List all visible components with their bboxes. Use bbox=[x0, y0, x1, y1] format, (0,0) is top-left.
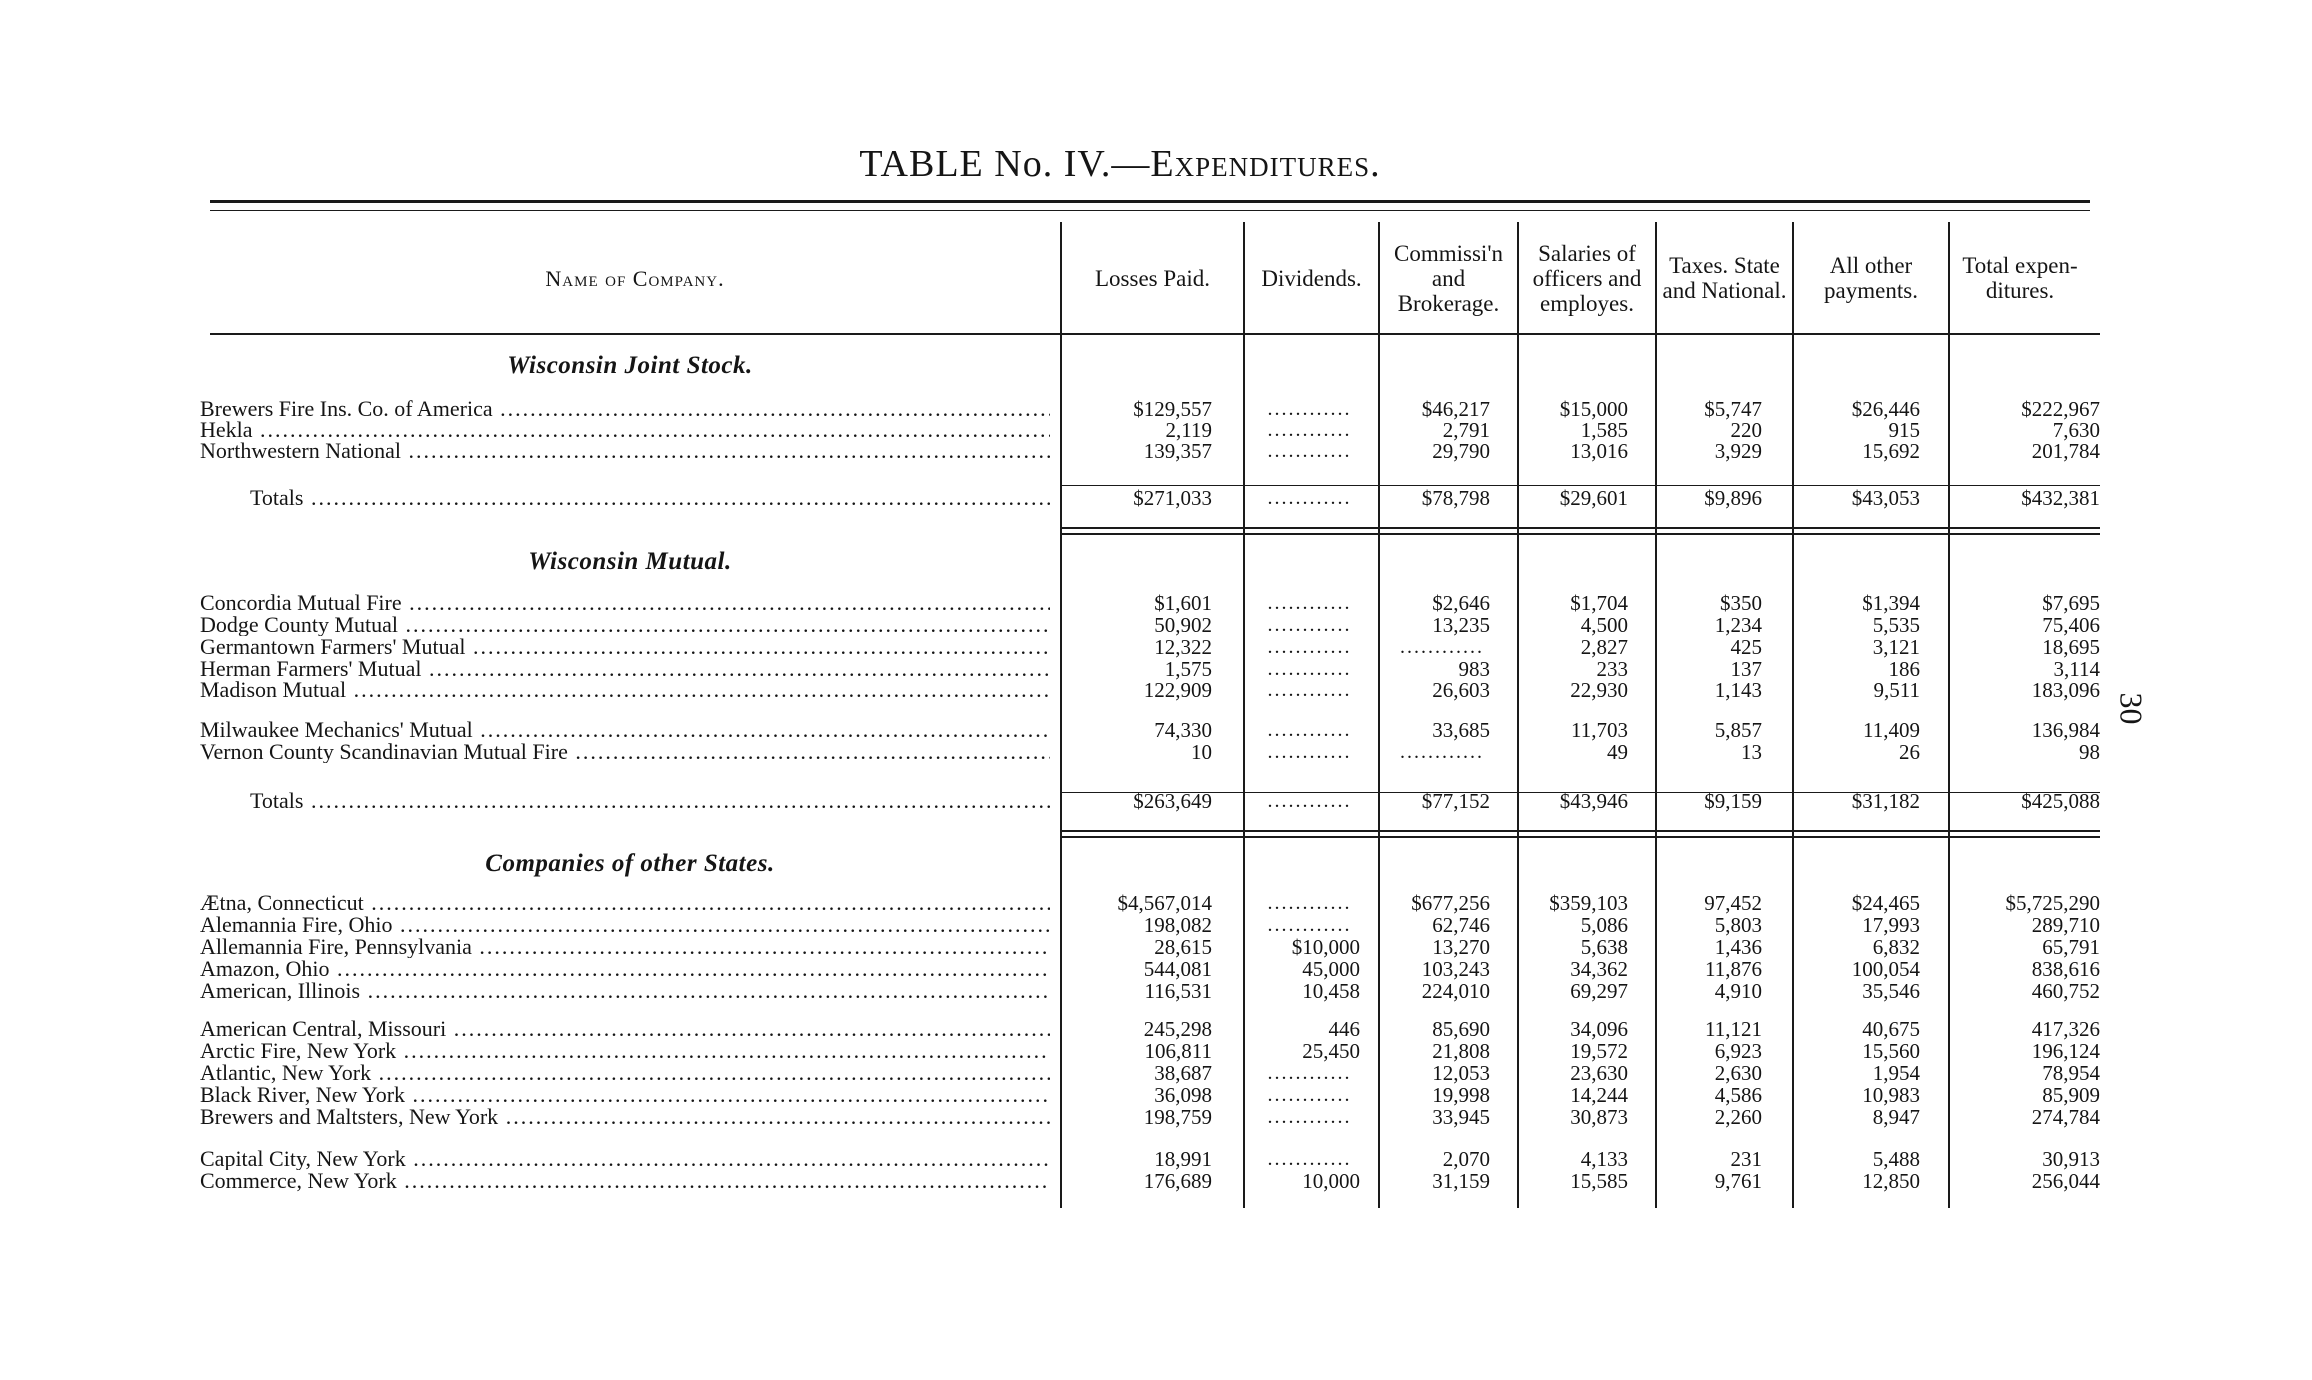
value-cell: 15,692 bbox=[1862, 439, 1920, 463]
company-name: Milwaukee Mechanics' Mutual ..... bbox=[200, 719, 1050, 741]
totals-row bbox=[0, 487, 2240, 509]
empty-cell-leader: ............ bbox=[1267, 1062, 1352, 1084]
value-cell: 15,585 bbox=[1570, 1169, 1628, 1193]
title-rule-thin bbox=[210, 210, 2090, 211]
value-cell: $129,557 bbox=[1133, 397, 1212, 421]
empty-cell-leader: ............ bbox=[1267, 440, 1352, 462]
table-row bbox=[0, 958, 2240, 980]
value-cell: 18,695 bbox=[2042, 635, 2100, 659]
empty-cell-leader: ............ bbox=[1267, 914, 1352, 936]
company-name: Madison Mutual ..... bbox=[200, 679, 1050, 701]
totals-double-rule bbox=[1060, 527, 2100, 529]
value-cell: 11,876 bbox=[1705, 957, 1762, 981]
empty-cell-leader: ............ bbox=[1400, 741, 1484, 763]
value-cell: 915 bbox=[1888, 418, 1920, 442]
value-cell: 1,954 bbox=[1872, 1061, 1920, 1085]
table-row bbox=[0, 1018, 2240, 1040]
company-name: Herman Farmers' Mutual ..... bbox=[200, 658, 1050, 680]
value-cell: $263,649 bbox=[1133, 789, 1212, 813]
value-cell: 98 bbox=[2079, 740, 2100, 764]
value-cell: 29,790 bbox=[1432, 439, 1490, 463]
value-cell: 13,235 bbox=[1432, 613, 1490, 637]
table-row bbox=[0, 614, 2240, 636]
table-row bbox=[0, 1148, 2240, 1170]
value-cell: 289,710 bbox=[2031, 913, 2100, 937]
value-cell: 10,000 bbox=[1302, 1169, 1360, 1193]
value-cell: $43,053 bbox=[1851, 486, 1920, 510]
value-cell: $425,088 bbox=[2021, 789, 2100, 813]
company-name: Concordia Mutual Fire ..... bbox=[200, 592, 1050, 614]
value-cell: 25,450 bbox=[1302, 1039, 1360, 1063]
value-cell: 231 bbox=[1730, 1147, 1762, 1171]
value-cell: 544,081 bbox=[1143, 957, 1212, 981]
value-cell: 4,586 bbox=[1714, 1083, 1762, 1107]
value-cell: $77,152 bbox=[1421, 789, 1490, 813]
company-name: Amazon, Ohio ..... bbox=[200, 958, 1050, 980]
value-cell: $46,217 bbox=[1421, 397, 1490, 421]
table-row bbox=[0, 679, 2240, 701]
value-cell: 28,615 bbox=[1154, 935, 1212, 959]
page-title bbox=[0, 142, 2240, 186]
empty-cell-leader: ............ bbox=[1267, 719, 1352, 741]
value-cell: 34,096 bbox=[1570, 1017, 1628, 1041]
value-cell: 45,000 bbox=[1302, 957, 1360, 981]
header-losses-paid: Losses Paid. bbox=[1095, 265, 1210, 291]
value-cell: 3,114 bbox=[2053, 657, 2100, 681]
company-name: American, Illinois ..... bbox=[200, 980, 1050, 1002]
totals-label: Totals ..... bbox=[250, 487, 1050, 509]
value-cell: 2,827 bbox=[1580, 635, 1628, 659]
value-cell: 136,984 bbox=[2031, 718, 2100, 742]
value-cell: 11,121 bbox=[1705, 1017, 1762, 1041]
value-cell: 5,535 bbox=[1872, 613, 1920, 637]
value-cell: 6,923 bbox=[1714, 1039, 1762, 1063]
value-cell: 97,452 bbox=[1704, 891, 1762, 915]
value-cell: $10,000 bbox=[1291, 935, 1360, 959]
value-cell: 11,409 bbox=[1863, 718, 1920, 742]
totals-row bbox=[0, 790, 2240, 812]
value-cell: 19,998 bbox=[1432, 1083, 1490, 1107]
value-cell: 8,947 bbox=[1872, 1105, 1920, 1129]
value-cell: 85,909 bbox=[2042, 1083, 2100, 1107]
value-cell: $29,601 bbox=[1559, 486, 1628, 510]
value-cell: $9,896 bbox=[1704, 486, 1762, 510]
value-cell: 220 bbox=[1730, 418, 1762, 442]
value-cell: 139,357 bbox=[1143, 439, 1212, 463]
value-cell: 9,511 bbox=[1873, 678, 1920, 702]
empty-cell-leader: ............ bbox=[1267, 1084, 1352, 1106]
value-cell: 5,638 bbox=[1580, 935, 1628, 959]
company-name: Brewers and Maltsters, New York ..... bbox=[200, 1106, 1050, 1128]
value-cell: 69,297 bbox=[1570, 979, 1628, 1003]
table-row bbox=[0, 1106, 2240, 1128]
table-row bbox=[0, 914, 2240, 936]
company-name: Germantown Farmers' Mutual ..... bbox=[200, 636, 1050, 658]
value-cell: 13,016 bbox=[1570, 439, 1628, 463]
empty-cell-leader: ............ bbox=[1267, 636, 1352, 658]
value-cell: 49 bbox=[1607, 740, 1628, 764]
value-cell: 2,791 bbox=[1442, 418, 1490, 442]
value-cell: 4,500 bbox=[1580, 613, 1628, 637]
value-cell: 6,832 bbox=[1872, 935, 1920, 959]
value-cell: 176,689 bbox=[1143, 1169, 1212, 1193]
value-cell: 5,857 bbox=[1714, 718, 1762, 742]
value-cell: 103,243 bbox=[1421, 957, 1490, 981]
value-cell: $271,033 bbox=[1133, 486, 1212, 510]
company-name: Hekla ..... bbox=[200, 419, 1050, 441]
value-cell: 10 bbox=[1191, 740, 1212, 764]
header-dividends: Dividends. bbox=[1261, 265, 1362, 291]
value-cell: $677,256 bbox=[1411, 891, 1490, 915]
table-row bbox=[0, 419, 2240, 441]
company-name: American Central, Missouri ..... bbox=[200, 1018, 1050, 1040]
table-row bbox=[0, 980, 2240, 1002]
company-name: Capital City, New York ..... bbox=[200, 1148, 1050, 1170]
company-name: Alemannia Fire, Ohio ..... bbox=[200, 914, 1050, 936]
value-cell: 12,053 bbox=[1432, 1061, 1490, 1085]
value-cell: $350 bbox=[1720, 591, 1762, 615]
company-name: Brewers Fire Ins. Co. of America ..... bbox=[200, 398, 1050, 420]
value-cell: 116,531 bbox=[1144, 979, 1212, 1003]
header-company-name: Name of Company. bbox=[545, 265, 725, 291]
value-cell: 983 bbox=[1458, 657, 1490, 681]
value-cell: $1,394 bbox=[1862, 591, 1920, 615]
value-cell: 5,488 bbox=[1872, 1147, 1920, 1171]
company-name: Atlantic, New York ..... bbox=[200, 1062, 1050, 1084]
value-cell: 7,630 bbox=[2052, 418, 2100, 442]
value-cell: 17,993 bbox=[1862, 913, 1920, 937]
company-name: Northwestern National ..... bbox=[200, 440, 1050, 462]
value-cell: 35,546 bbox=[1862, 979, 1920, 1003]
company-name: Vernon County Scandinavian Mutual Fire ..... bbox=[200, 741, 1050, 763]
table-row bbox=[0, 741, 2240, 763]
empty-cell-leader: ............ bbox=[1267, 679, 1352, 701]
value-cell: $4,567,014 bbox=[1117, 891, 1212, 915]
empty-cell-leader: ............ bbox=[1267, 1148, 1352, 1170]
value-cell: 1,585 bbox=[1580, 418, 1628, 442]
totals-double-rule bbox=[1060, 533, 2100, 535]
value-cell: 9,761 bbox=[1714, 1169, 1762, 1193]
value-cell: 2,070 bbox=[1442, 1147, 1490, 1171]
value-cell: 3,121 bbox=[1872, 635, 1920, 659]
value-cell: 13,270 bbox=[1432, 935, 1490, 959]
value-cell: 12,850 bbox=[1862, 1169, 1920, 1193]
value-cell: $359,103 bbox=[1549, 891, 1628, 915]
value-cell: 11,703 bbox=[1571, 718, 1628, 742]
empty-cell-leader: ............ bbox=[1267, 892, 1352, 914]
value-cell: 838,616 bbox=[2031, 957, 2100, 981]
value-cell: $1,601 bbox=[1154, 591, 1212, 615]
value-cell: 106,811 bbox=[1144, 1039, 1212, 1063]
value-cell: $5,725,290 bbox=[2005, 891, 2100, 915]
empty-cell-leader: ............ bbox=[1267, 398, 1352, 420]
value-cell: 4,133 bbox=[1580, 1147, 1628, 1171]
section-title-other-states: Companies of other States. bbox=[485, 850, 775, 877]
empty-cell-leader: ............ bbox=[1267, 1106, 1352, 1128]
totals-double-rule bbox=[1060, 836, 2100, 838]
value-cell: $222,967 bbox=[2021, 397, 2100, 421]
table-row bbox=[0, 1062, 2240, 1084]
value-cell: 38,687 bbox=[1154, 1061, 1212, 1085]
table-row bbox=[0, 719, 2240, 741]
value-cell: $15,000 bbox=[1559, 397, 1628, 421]
value-cell: $7,695 bbox=[2042, 591, 2100, 615]
empty-cell-leader: ............ bbox=[1267, 741, 1352, 763]
value-cell: 26,603 bbox=[1432, 678, 1490, 702]
header-commission: Commissi'n and Brokerage. bbox=[1394, 240, 1503, 316]
company-name: Allemannia Fire, Pennsylvania ..... bbox=[200, 936, 1050, 958]
table-row bbox=[0, 1040, 2240, 1062]
section-title-joint-stock: Wisconsin Joint Stock. bbox=[507, 352, 753, 379]
header-taxes: Taxes. State and National. bbox=[1662, 253, 1787, 303]
header-other-payments: All other payments. bbox=[1824, 253, 1918, 303]
value-cell: 256,044 bbox=[2031, 1169, 2100, 1193]
value-cell: $2,646 bbox=[1432, 591, 1490, 615]
value-cell: $78,798 bbox=[1421, 486, 1490, 510]
header-salaries: Salaries of officers and employes. bbox=[1532, 240, 1642, 316]
value-cell: 5,803 bbox=[1714, 913, 1762, 937]
value-cell: 34,362 bbox=[1570, 957, 1628, 981]
empty-cell-leader: ............ bbox=[1400, 636, 1484, 658]
empty-cell-leader: ............ bbox=[1267, 419, 1352, 441]
value-cell: $9,159 bbox=[1704, 789, 1762, 813]
value-cell: 1,143 bbox=[1714, 678, 1762, 702]
table-row bbox=[0, 592, 2240, 614]
value-cell: 122,909 bbox=[1143, 678, 1212, 702]
value-cell: 198,759 bbox=[1143, 1105, 1212, 1129]
value-cell: $26,446 bbox=[1851, 397, 1920, 421]
section-title-mutual: Wisconsin Mutual. bbox=[528, 548, 732, 575]
empty-cell-leader: ............ bbox=[1267, 592, 1352, 614]
empty-cell-leader: ............ bbox=[1267, 487, 1352, 509]
value-cell: 74,330 bbox=[1154, 718, 1212, 742]
value-cell: 18,991 bbox=[1154, 1147, 1212, 1171]
value-cell: 1,575 bbox=[1164, 657, 1212, 681]
table-row bbox=[0, 440, 2240, 462]
value-cell: 50,902 bbox=[1154, 613, 1212, 637]
value-cell: 23,630 bbox=[1570, 1061, 1628, 1085]
empty-cell-leader: ............ bbox=[1267, 658, 1352, 680]
table-row bbox=[0, 1170, 2240, 1192]
title-rule-thick bbox=[210, 200, 2090, 203]
value-cell: 30,913 bbox=[2042, 1147, 2100, 1171]
value-cell: 233 bbox=[1596, 657, 1628, 681]
value-cell: 40,675 bbox=[1862, 1017, 1920, 1041]
page-number: 30 bbox=[2113, 692, 2150, 725]
value-cell: 36,098 bbox=[1154, 1083, 1212, 1107]
company-name: Dodge County Mutual ..... bbox=[200, 614, 1050, 636]
value-cell: 137 bbox=[1730, 657, 1762, 681]
value-cell: $43,946 bbox=[1559, 789, 1628, 813]
value-cell: 196,124 bbox=[2031, 1039, 2100, 1063]
value-cell: 186 bbox=[1888, 657, 1920, 681]
table-row bbox=[0, 1084, 2240, 1106]
company-name: Ætna, Connecticut ..... bbox=[200, 892, 1050, 914]
table-row bbox=[0, 398, 2240, 420]
value-cell: 62,746 bbox=[1432, 913, 1490, 937]
value-cell: $432,381 bbox=[2021, 486, 2100, 510]
value-cell: 31,159 bbox=[1432, 1169, 1490, 1193]
value-cell: 12,322 bbox=[1154, 635, 1212, 659]
value-cell: $31,182 bbox=[1851, 789, 1920, 813]
value-cell: 1,436 bbox=[1714, 935, 1762, 959]
totals-label: Totals ..... bbox=[250, 790, 1050, 812]
header-total-expenditures: Total expen-ditures. bbox=[1962, 253, 2078, 303]
value-cell: 30,873 bbox=[1570, 1105, 1628, 1129]
value-cell: 201,784 bbox=[2031, 439, 2100, 463]
value-cell: 10,983 bbox=[1862, 1083, 1920, 1107]
value-cell: 65,791 bbox=[2042, 935, 2100, 959]
empty-cell-leader: ............ bbox=[1267, 614, 1352, 636]
value-cell: 5,086 bbox=[1580, 913, 1628, 937]
totals-double-rule bbox=[1060, 830, 2100, 832]
value-cell: 425 bbox=[1730, 635, 1762, 659]
table-row bbox=[0, 636, 2240, 658]
value-cell: 22,930 bbox=[1570, 678, 1628, 702]
value-cell: 19,572 bbox=[1570, 1039, 1628, 1063]
value-cell: 198,082 bbox=[1143, 913, 1212, 937]
company-name: Commerce, New York ..... bbox=[200, 1170, 1050, 1192]
value-cell: 75,406 bbox=[2042, 613, 2100, 637]
company-name: Black River, New York ..... bbox=[200, 1084, 1050, 1106]
value-cell: $1,704 bbox=[1570, 591, 1628, 615]
value-cell: $5,747 bbox=[1704, 397, 1762, 421]
value-cell: 446 bbox=[1328, 1017, 1360, 1041]
value-cell: 13 bbox=[1741, 740, 1762, 764]
value-cell: 33,945 bbox=[1432, 1105, 1490, 1129]
value-cell: 183,096 bbox=[2031, 678, 2100, 702]
company-name: Arctic Fire, New York ..... bbox=[200, 1040, 1050, 1062]
value-cell: 15,560 bbox=[1862, 1039, 1920, 1063]
table-row bbox=[0, 936, 2240, 958]
value-cell: 21,808 bbox=[1432, 1039, 1490, 1063]
value-cell: $24,465 bbox=[1851, 891, 1920, 915]
value-cell: 2,119 bbox=[1165, 418, 1212, 442]
value-cell: 417,326 bbox=[2031, 1017, 2100, 1041]
value-cell: 4,910 bbox=[1714, 979, 1762, 1003]
value-cell: 274,784 bbox=[2031, 1105, 2100, 1129]
value-cell: 10,458 bbox=[1302, 979, 1360, 1003]
value-cell: 3,929 bbox=[1714, 439, 1762, 463]
table-row bbox=[0, 892, 2240, 914]
page-title-smallcaps: Expenditures. bbox=[1150, 143, 1381, 185]
value-cell: 26 bbox=[1899, 740, 1920, 764]
value-cell: 14,244 bbox=[1570, 1083, 1628, 1107]
table-row bbox=[0, 658, 2240, 680]
empty-cell-leader: ............ bbox=[1267, 790, 1352, 812]
value-cell: 245,298 bbox=[1143, 1017, 1212, 1041]
value-cell: 1,234 bbox=[1714, 613, 1762, 637]
value-cell: 85,690 bbox=[1432, 1017, 1490, 1041]
value-cell: 2,260 bbox=[1714, 1105, 1762, 1129]
value-cell: 33,685 bbox=[1432, 718, 1490, 742]
value-cell: 224,010 bbox=[1421, 979, 1490, 1003]
value-cell: 100,054 bbox=[1851, 957, 1920, 981]
page-title-main: TABLE No. IV.— bbox=[859, 143, 1151, 185]
value-cell: 460,752 bbox=[2031, 979, 2100, 1003]
value-cell: 78,954 bbox=[2042, 1061, 2100, 1085]
value-cell: 2,630 bbox=[1714, 1061, 1762, 1085]
